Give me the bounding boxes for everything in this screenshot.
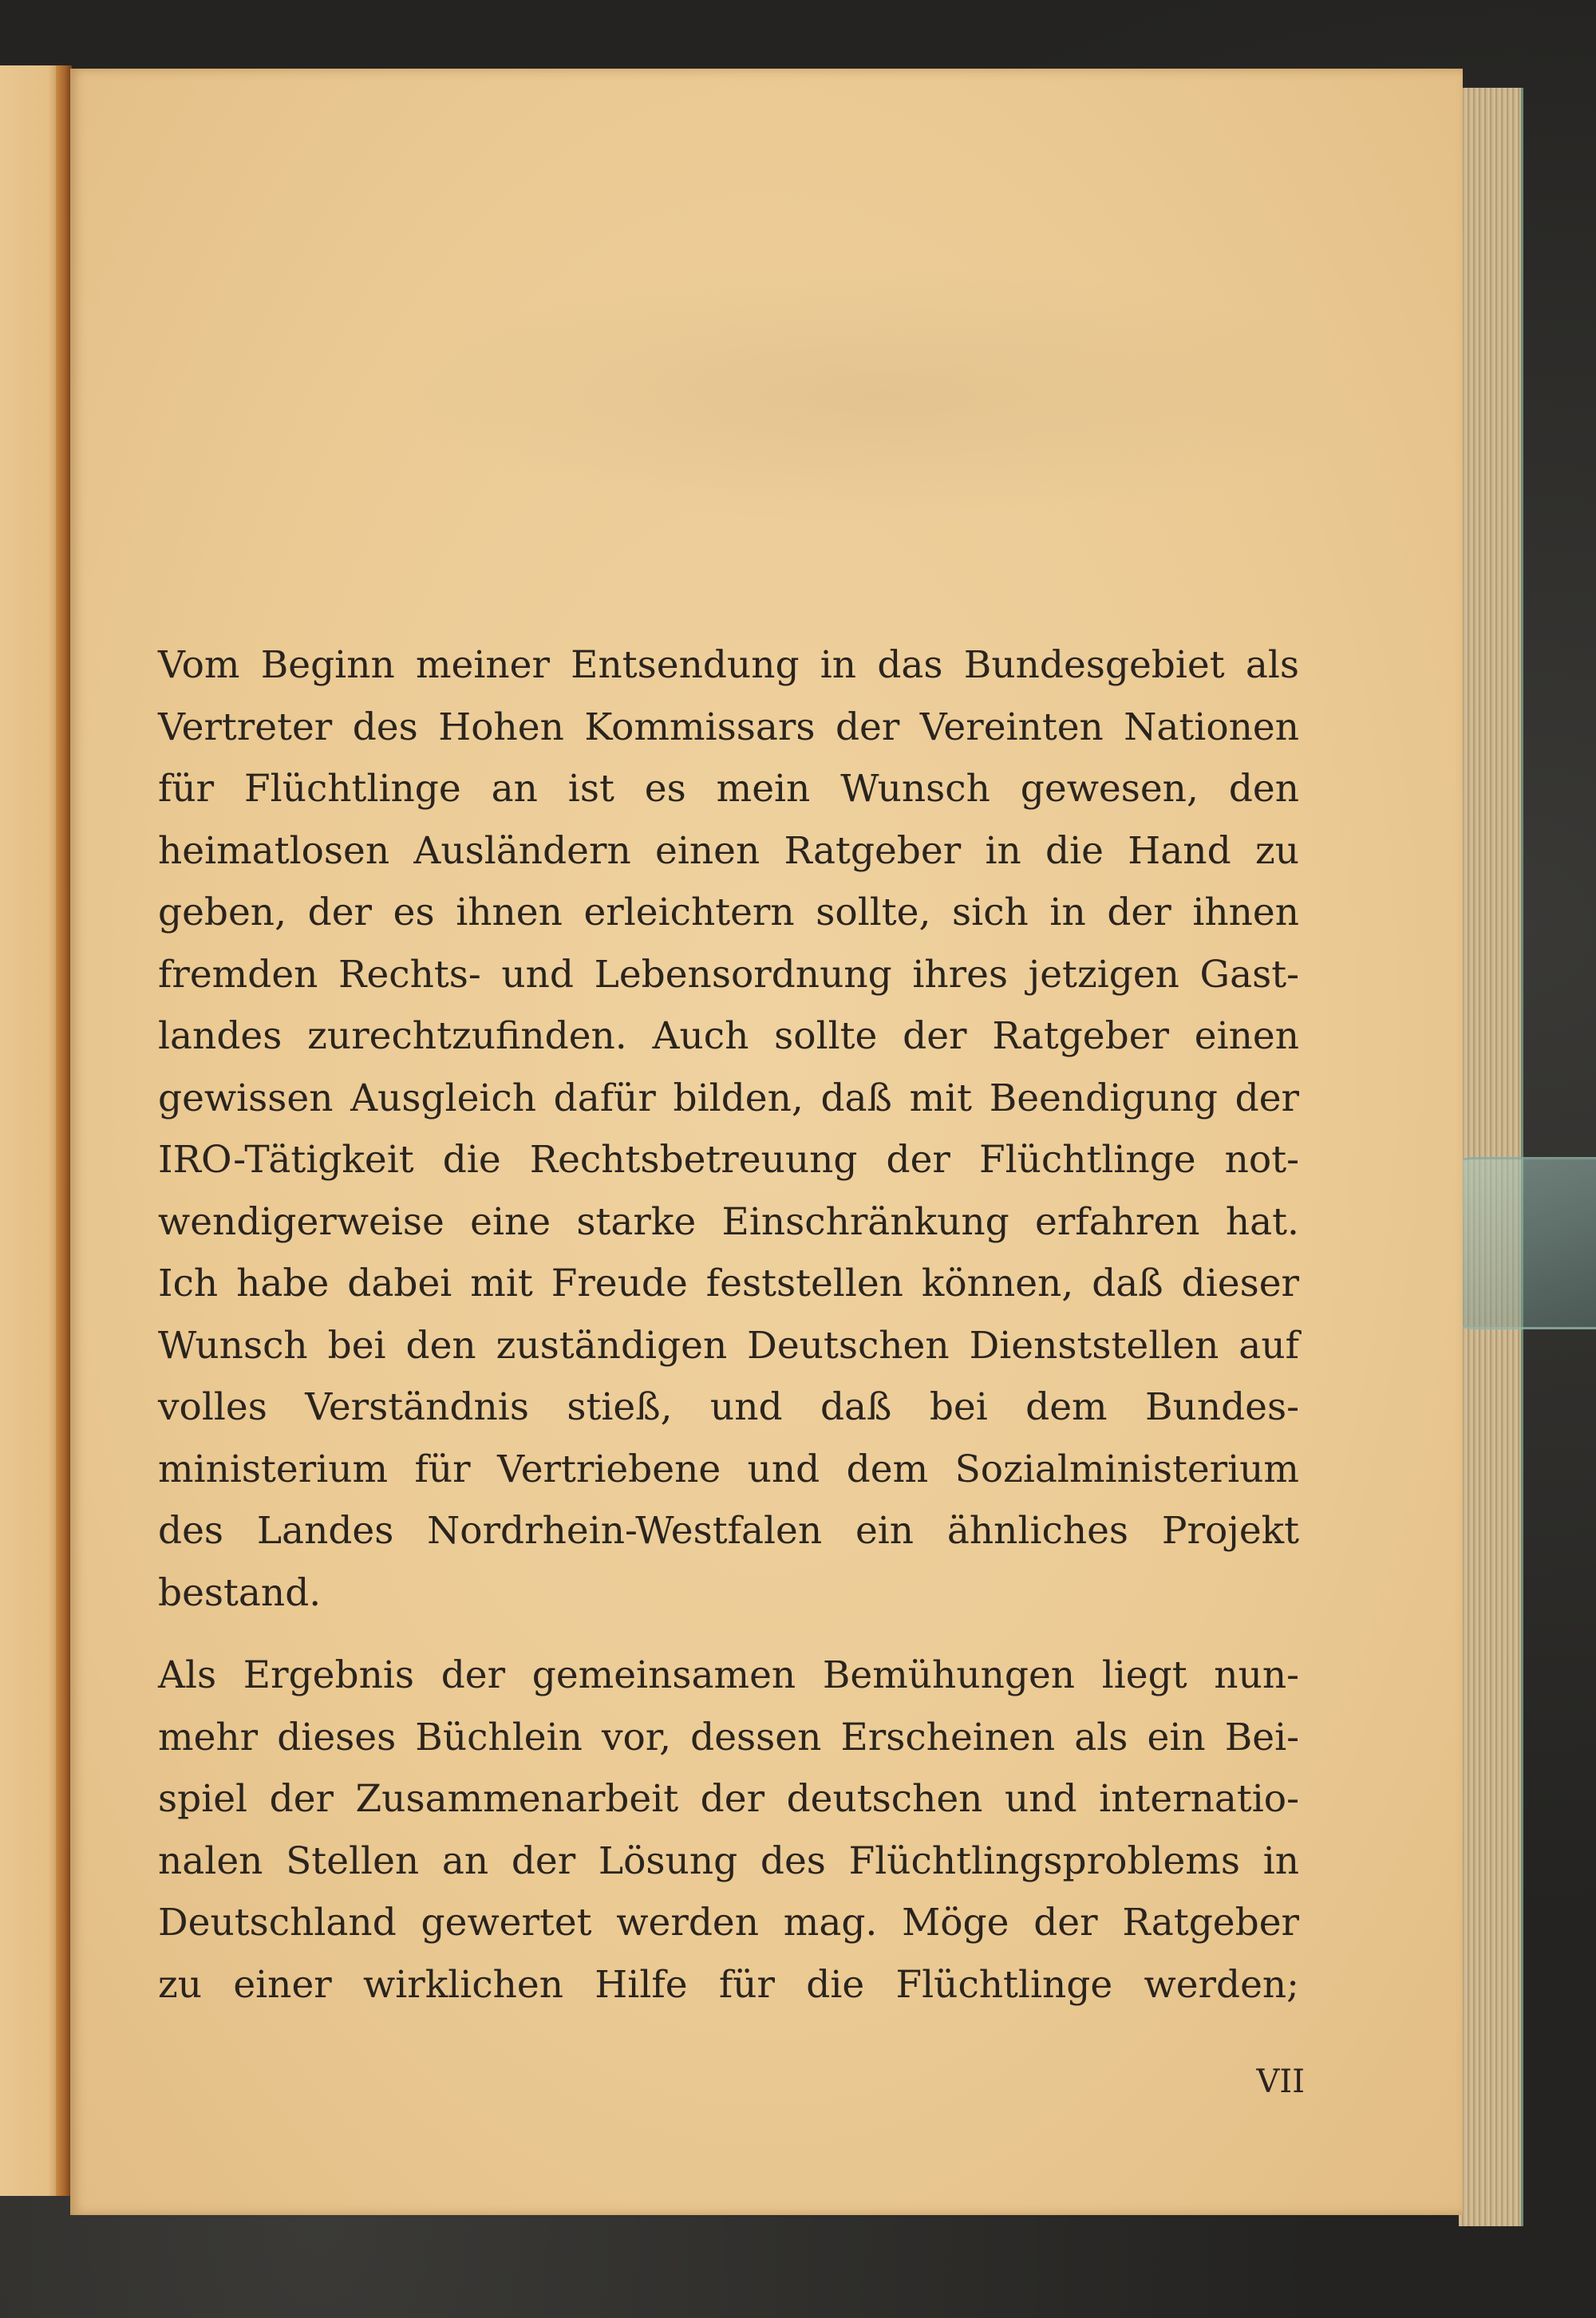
text-line: Ich habe dabei mit Freude feststellen können, daß dieser: [158, 1262, 1299, 1305]
text-line: Als Ergebnis der gemeinsamen Bemühungen liegt nun-: [158, 1653, 1299, 1697]
book-spine: [56, 65, 72, 2196]
text-line: IRO-Tätigkeit die Rechtsbetreuung der Flüchtlinge not-: [158, 1138, 1299, 1182]
text-line: gewissen Ausgleich dafür bilden, daß mit Beendigung der: [158, 1076, 1299, 1120]
text-line: des Landes Nordrhein-Westfalen ein ähnliches Projekt: [158, 1509, 1299, 1553]
text-line: Vertreter des Hohen Kommissars der Vereinten Nationen: [158, 705, 1299, 749]
text-line: landes zurechtzufinden. Auch sollte der Ratgeber einen: [158, 1014, 1299, 1058]
page-text: [158, 634, 1299, 2016]
show-through-text: [389, 268, 1379, 523]
text-line: für Flüchtlinge an ist es mein Wunsch gewesen, den: [158, 767, 1299, 811]
text-line: fremden Rechts- und Lebensordnung ihres jetzigen Gast-: [158, 952, 1299, 997]
text-line: volles Verständnis stieß, und daß bei dem Bundes-: [158, 1385, 1299, 1429]
text-line: zu einer wirklichen Hilfe für die Flüchtlinge werden;: [158, 1962, 1299, 2007]
text-line: wendigerweise eine starke Einschränkung erfahren hat.: [158, 1199, 1299, 1244]
paragraph-2: [158, 1645, 1299, 2016]
text-line: Deutschland gewertet werden mag. Möge der Ratgeber: [158, 1901, 1299, 1945]
text-line: heimatlosen Ausländern einen Ratgeber in die Hand zu: [158, 828, 1299, 873]
text-line: Wunsch bei den zuständigen Deutschen Dienststellen auf: [158, 1323, 1299, 1368]
text-line: Vom Beginn meiner Entsendung in das Bundesgebiet als: [158, 643, 1299, 687]
text-line: nalen Stellen an der Lösung des Flüchtlingsproblems in: [158, 1838, 1299, 1883]
text-line: bestand.: [158, 1570, 322, 1615]
text-line: ministerium für Vertriebene und dem Sozialministerium: [158, 1447, 1299, 1491]
page-number: VII: [1256, 2063, 1305, 2100]
paragraph-1: [158, 634, 1299, 1624]
text-line: geben, der es ihnen erleichtern sollte, sich in der ihnen: [158, 890, 1299, 934]
text-line: spiel der Zusammenarbeit der deutschen und internatio-: [158, 1777, 1299, 1821]
text-line: mehr dieses Büchlein vor, dessen Erscheinen als ein Bei-: [158, 1715, 1299, 1759]
